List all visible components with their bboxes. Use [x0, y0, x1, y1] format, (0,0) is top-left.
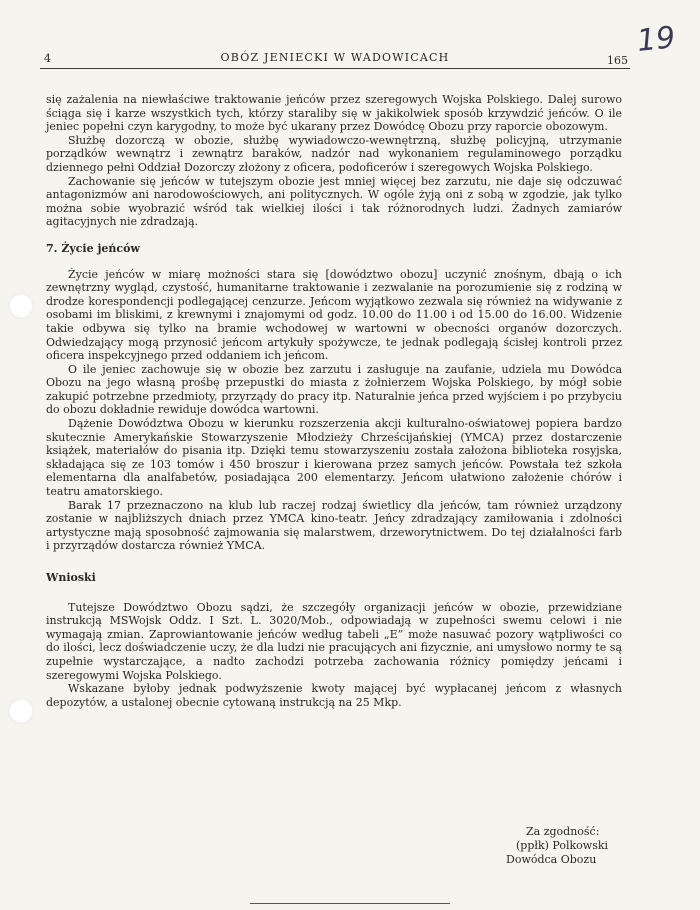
page-header — [40, 48, 630, 69]
signature-line: Dowódca Obozu — [506, 853, 597, 866]
paragraph: Barak 17 przeznaczono na klub lub raczej rodzaj świetlicy dla jeńców, tam również urządzony zostanie w najbliższych dniach przez YMCA kino-teatr. Jeńcy zdradzający zamiłowania i zdolności artystyczne mają sposobność zajmowania się malarstwem, drzeworytnictwem. Do tej działalności farb i przyrządów dostarcza również YMCA. — [46, 498, 622, 553]
paragraph: Życie jeńców w miarę możności stara się [dowództwo obozu] uczynić znośnym, dbają o ich zewnętrzny wygląd, czystość, humanitarne traktowanie i zezwalanie na porozumienie się z rodziną w drodze korespondencji podlegającej cenzurze. Jeńcom wyjątkowo zezwala się również na widywanie z osobami im bliskimi, z krewnymi i znajomymi od godz. 10.00 do 11.00 i od 15.00 do 16.00. Widzenie takie odbywa się tylko na bramie wchodowej w wartowni w obecności organów dozorczych. Odwiedzający mogą przynosić jeńcom artykuły spożywcze, te jednak podlegają ścisłej kontroli przez oficera inspekcyjnego przed oddaniem ich jeńcom. — [46, 267, 622, 363]
signature-block — [506, 825, 608, 867]
paragraph: Dążenie Dowództwa Obozu w kierunku rozszerzenia akcji kulturalno-oświatowej popiera bardzo skutecznie Amerykańskie Stowarzyszenie Młodzieży Chrześcijańskiej (YMCA) przez dostarczenie książek, materiałów do pisania itp. Dzięki temu stowarzyszeniu została założona biblioteka rosyjska, składająca się ze 103 tomów i 450 broszur i kierowana przez samych jeńców. Powstała też szkoła elementarna dla analfabetów, posiadająca 200 elementarzy. Jeńcom ułatwiono założenie chórów i teatru amatorskiego. — [46, 417, 622, 499]
section-heading: 7. Życie jeńców — [46, 241, 140, 255]
paragraph: Zachowanie się jeńców w tutejszym obozie jest mniej więcej bez zarzutu, nie daje się odczuwać antagonizmów ani narodowościowych, ani politycznych. W ogóle żyją oni z sobą w zgodzie, jak tylko można sobie wyobrazić wśród tak wielkiej ilości i tak różnorodnych ludzi. Żadnych zamiarów agitacyjnych nie zdradzają. — [46, 174, 622, 229]
section-heading: Wnioski — [46, 571, 96, 584]
page-number-left: 4 — [44, 52, 51, 65]
punch-hole — [8, 698, 34, 724]
handwritten-page-number: 19 — [635, 20, 677, 59]
document-body — [46, 93, 622, 709]
paragraph: Tutejsze Dowództwo Obozu sądzi, że szczegóły organizacji jeńców w obozie, przewidziane instrukcją MSWojsk Oddz. I Szt. L. 3020/Mob., odpowiadają w zupełności swemu celowi i nie wymagają zmian. Zaprowiantowanie jeńców według tabeli „E” może nasuwać pozory wątpliwości co do ilości, lecz doświadczenie uczy, że dla ludzi nie pracujących ani fizycznie, ani umysłowo normy te są zupełnie wystarczające, a nadto zachodzi potrzeba zachowania różnicy pomiędzy jeńcami i szeregowymi Wojska Polskiego. — [46, 600, 622, 682]
paragraph: O ile jeniec zachowuje się w obozie bez zarzutu i zasługuje na zaufanie, udziela mu Dowódca Obozu na jego własną prośbę przepustki do miasta z żołnierzem Wojska Polskiego, by mógł sobie zakupić potrzebne przedmioty, przyrządy do pracy itp. Naturalnie jeńca przed wyjściem i po przybyciu do obozu dokładnie rewiduje dowódca wartowni. — [46, 362, 622, 417]
page-number-right: 165 — [607, 54, 628, 67]
footer-rule — [250, 903, 450, 904]
punch-hole — [8, 293, 34, 319]
paragraph: się zażalenia na niewłaściwe traktowanie jeńców przez szeregowych Wojska Polskiego. Dalej surowo ściąga się i karze wszystkich tych, którzy staraliby się w jakikolwiek sposób krzywdzić jeńców. O ile jeniec popełni czyn karygodny, to może być ukarany przez Dowódcę Obozu przy raporcie obozowym. — [46, 93, 622, 134]
signature-line: Za zgodność: — [526, 825, 600, 838]
paragraph: Służbę dozorczą w obozie, służbę wywiadowczo-wewnętrzną, służbę policyjną, utrzymanie porządków wewnątrz i zewnątrz baraków, nadzór nad wykonaniem regulaminowego porządku dziennego pełni Oddział Dozorczy złożony z oficera, podoficerów i szeregowych Wojska Polskiego. — [46, 133, 622, 174]
paragraph: Wskazane byłoby jednak podwyższenie kwoty mającej być wypłacanej jeńcom z własnych depozytów, a ustalonej obecnie cytowaną instrukcją na 25 Mkp. — [46, 682, 622, 709]
running-title: OBÓZ JENIECKI W WADOWICACH — [220, 51, 450, 64]
signature-line: (ppłk) Polkowski — [516, 839, 609, 852]
